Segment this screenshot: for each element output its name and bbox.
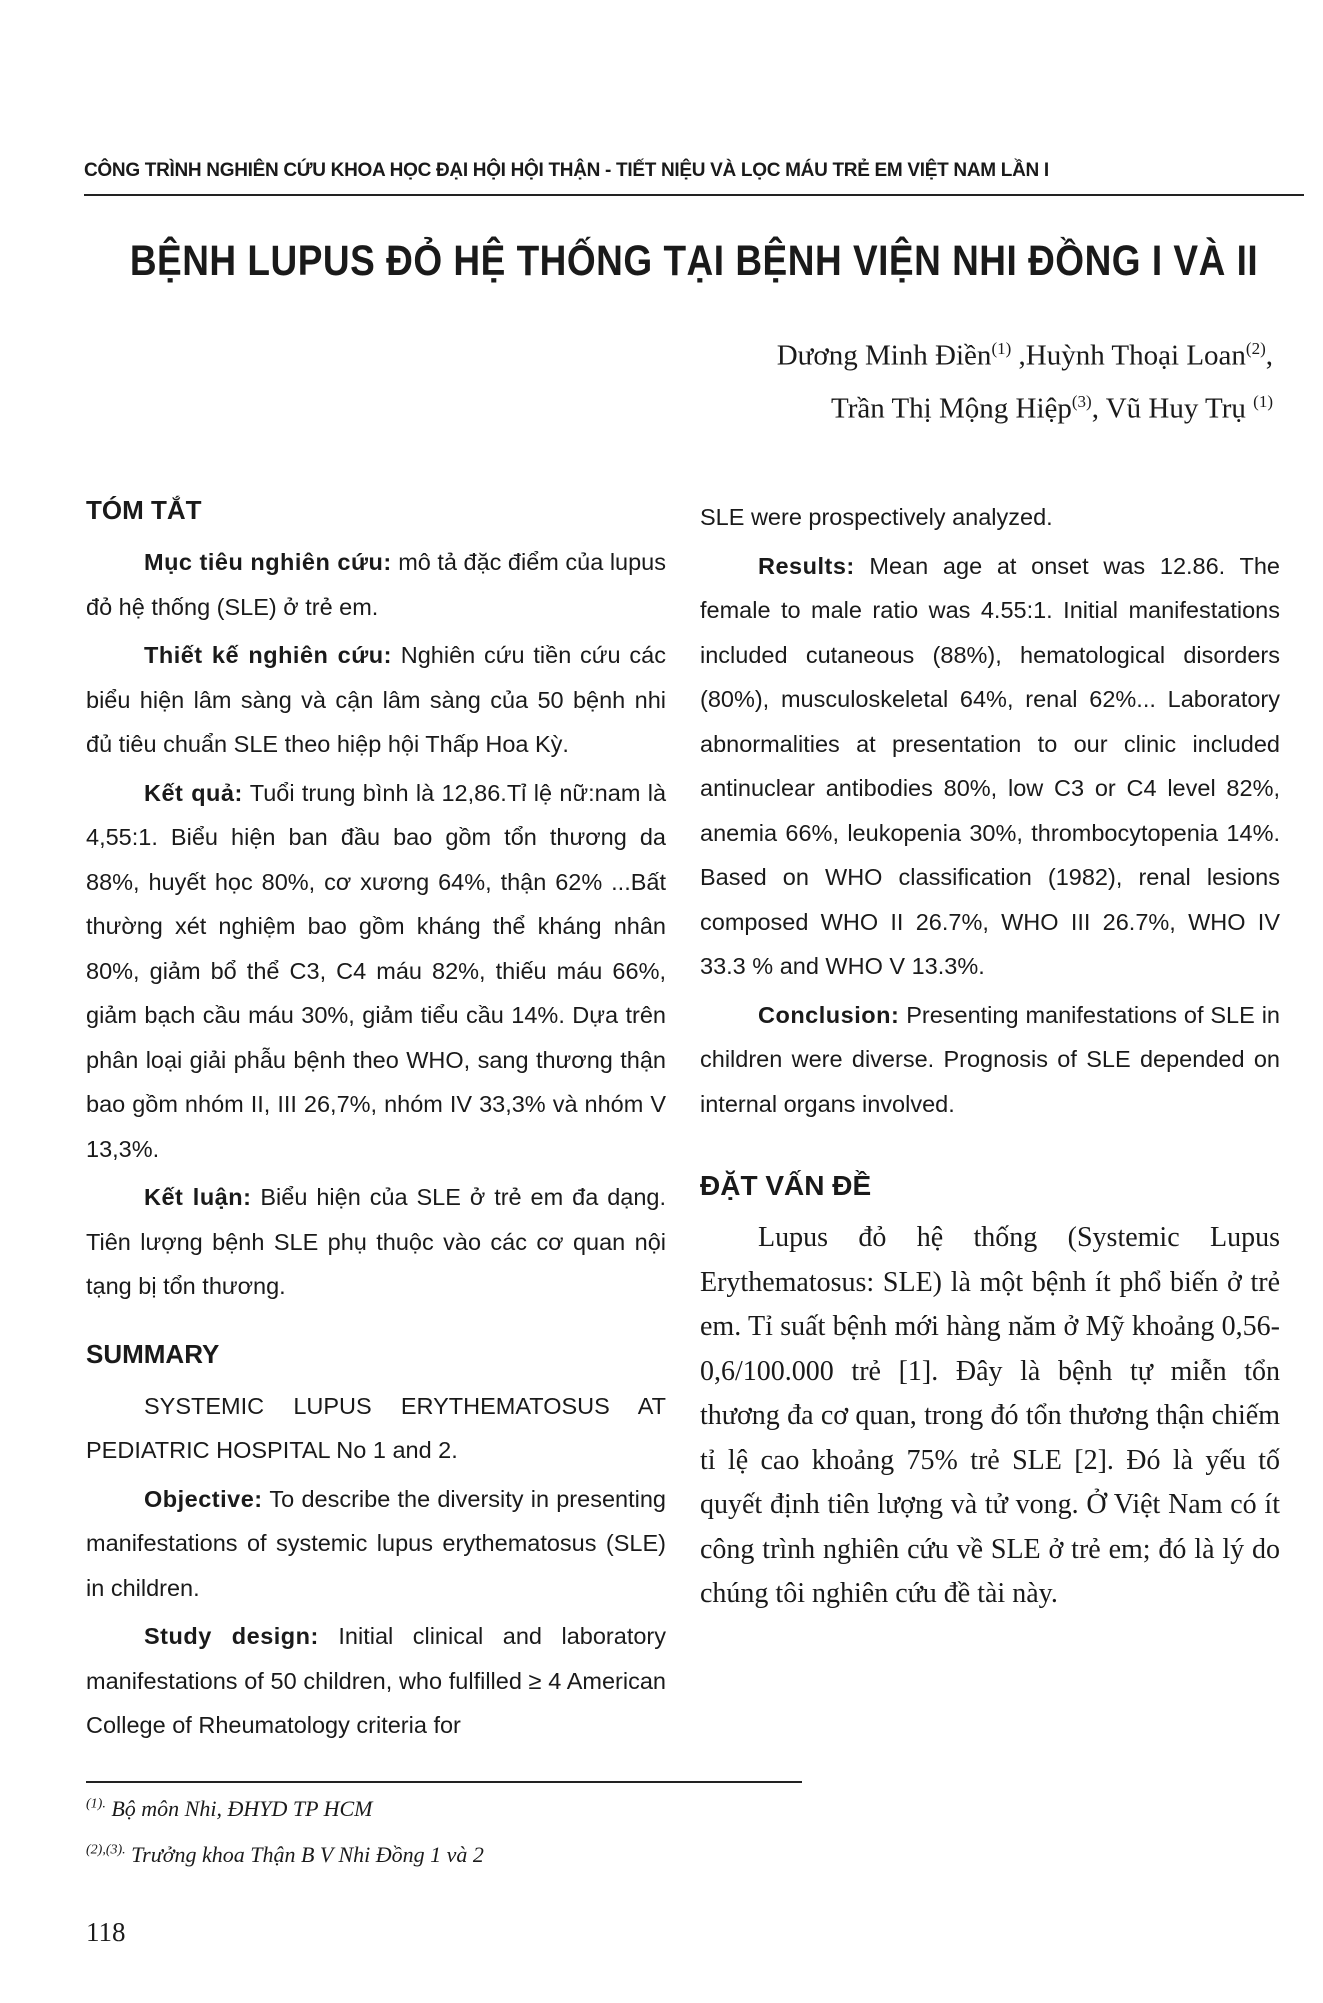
author-name: Trần Thị Mộng Hiệp	[831, 392, 1072, 425]
datvande-heading: ĐẶT VẤN ĐỀ	[700, 1170, 872, 1201]
author-name: Dương Minh Điền	[776, 339, 992, 372]
footnote-1	[86, 1796, 373, 1822]
footnote-rule	[86, 1781, 802, 1783]
tomtat-heading: TÓM TẮT	[86, 495, 202, 525]
tomtat-conclusion	[86, 1175, 666, 1309]
author-name: ,Huỳnh Thoại Loan	[1011, 339, 1246, 372]
running-header: CÔNG TRÌNH NGHIÊN CỨU KHOA HỌC ĐẠI HỘI HỘI THẬN - TIẾT NIỆU VÀ LỌC MÁU TRẺ EM VIỆT NAM LẦN I	[84, 160, 1049, 181]
para-text: Mean age at onset was 12.86. The female to male ratio was 4.55:1. Initial manifestations included cutaneous (88%), hematological disorders (80%), musculoskeletal 64%, renal 62%... Laboratory abnormalities at presentation to our clinic included antinuclear antibodies 80%, low C3 or C4 level 82%, anemia 66%, leukopenia 30%, thrombocytopenia 14%. Based on WHO classification (1982), renal lesions composed WHO II 26.7%, WHO III 26.7%, WHO IV 33.3 % and WHO V 13.3%.	[700, 552, 1280, 979]
footnote-mark: (1).	[86, 1796, 106, 1812]
summary-results	[700, 544, 1280, 989]
footnote-text: Bộ môn Nhi, ĐHYD TP HCM	[105, 1796, 373, 1821]
footnote-2	[86, 1842, 484, 1868]
para-text: Tuổi trung bình là 12,86.Tỉ lệ nữ:nam là 4,55:1. Biểu hiện ban đầu bao gồm tổn thương da 88%, huyết học 80%, cơ xương 64%, thận 62% ...Bất thường xét nghiệm bao gồm kháng thể kháng nhân 80%, giảm bổ thể C3, C4 máu 82%, thiếu máu 66%, giảm bạch cầu máu 30%, giảm tiểu cầu 14%. Dựa trên phân loại giải phẫu bệnh theo WHO, sang thương thận bao gồm nhóm II, III 26,7%, nhóm IV 33,3% và nhóm V 13,3%.	[86, 779, 667, 1162]
para-lead: Results:	[758, 552, 855, 579]
header-rule	[84, 194, 1304, 196]
summary-objective	[86, 1477, 666, 1611]
affiliation-mark: (3)	[1071, 391, 1092, 411]
para-text: Biểu hiện của SLE ở trẻ em đa dạng. Tiên lượng bệnh SLE phụ thuộc vào các cơ quan nội tạng bị tổn thương.	[86, 1184, 666, 1299]
datvande-body: Lupus đỏ hệ thống (Systemic Lupus Erythematosus: SLE) là một bệnh ít phổ biến ở trẻ em. Tỉ suất bệnh mới hàng năm ở Mỹ khoảng 0,56-0,6/100.000 trẻ [1]. Đây là bệnh tự miễn tổn thương đa cơ quan, trong đó tổn thương thận chiếm tỉ lệ cao khoảng 75% trẻ SLE [2]. Đó là yếu tố quyết định tiên lượng và tử vong. Ở Việt Nam có ít công trình nghiên cứu về SLE ở trẻ em; đó là lý do chúng tôi nghiên cứu đề tài này.	[700, 1222, 1280, 1609]
para-text: Presenting manifestations of SLE in children were diverse. Prognosis of SLE depended on internal organs involved.	[700, 1001, 1280, 1117]
left-column	[86, 495, 666, 1752]
para-lead: Study design:	[144, 1623, 319, 1649]
article-title: BỆNH LUPUS ĐỎ HỆ THỐNG TẠI BỆNH VIỆN NHI ĐỒNG I VÀ II	[129, 236, 1259, 284]
summary-conclusion	[700, 993, 1280, 1127]
para-lead: Conclusion:	[758, 1001, 900, 1028]
page-number: 118	[86, 1917, 126, 1947]
summary-heading: SUMMARY	[86, 1338, 220, 1369]
author-list	[777, 326, 1273, 431]
para-lead: Kết luận:	[144, 1184, 252, 1210]
affiliation-mark: (1)	[991, 339, 1012, 358]
tomtat-objective	[86, 540, 666, 629]
para-text: Initial clinical and laboratory manifestations of 50 children, who fulfilled ≥ 4 American College of Rheumatology criteria for	[86, 1623, 666, 1738]
tomtat-design	[86, 633, 666, 767]
para-lead: Mục tiêu nghiên cứu:	[144, 549, 392, 575]
para-text: mô tả đặc điểm của lupus đỏ hệ thống (SLE) ở trẻ em.	[86, 549, 667, 620]
para-lead: Kết quả:	[144, 779, 243, 806]
author-line-1: Dương Minh Điền$^{(1)}$ ,Huỳnh Thoại Loan$^{(2)}$,	[776, 339, 1273, 372]
affiliation-mark: (2)	[1245, 339, 1266, 358]
summary-design-continued: SLE were prospectively analyzed.	[700, 504, 1053, 530]
para-text: Nghiên cứu tiền cứu các biểu hiện lâm sàng và cận lâm sàng của 50 bệnh nhi đủ tiêu chuẩn SLE theo hiệp hội Thấp Hoa Kỳ.	[86, 642, 666, 757]
footnote-mark: (2),(3).	[86, 1842, 126, 1858]
affiliation-mark: (1)	[1253, 391, 1273, 411]
para-lead: Thiết kế nghiên cứu:	[144, 642, 392, 668]
author-name: , Vũ Huy Trụ	[1091, 392, 1254, 425]
tomtat-results	[86, 771, 666, 1172]
para-lead: Objective:	[144, 1485, 263, 1512]
summary-design	[86, 1614, 666, 1748]
summary-title: SYSTEMIC LUPUS ERYTHEMATOSUS AT PEDIATRIC HOSPITAL No 1 and 2.	[86, 1392, 666, 1463]
footnote-text: Trưởng khoa Thận B V Nhi Đồng 1 và 2	[125, 1842, 484, 1867]
author-line-2	[777, 379, 1273, 432]
right-column	[700, 495, 1280, 1617]
para-text: To describe the diversity in presenting manifestations of systemic lupus erythematosus (SLE) in children.	[86, 1485, 666, 1601]
